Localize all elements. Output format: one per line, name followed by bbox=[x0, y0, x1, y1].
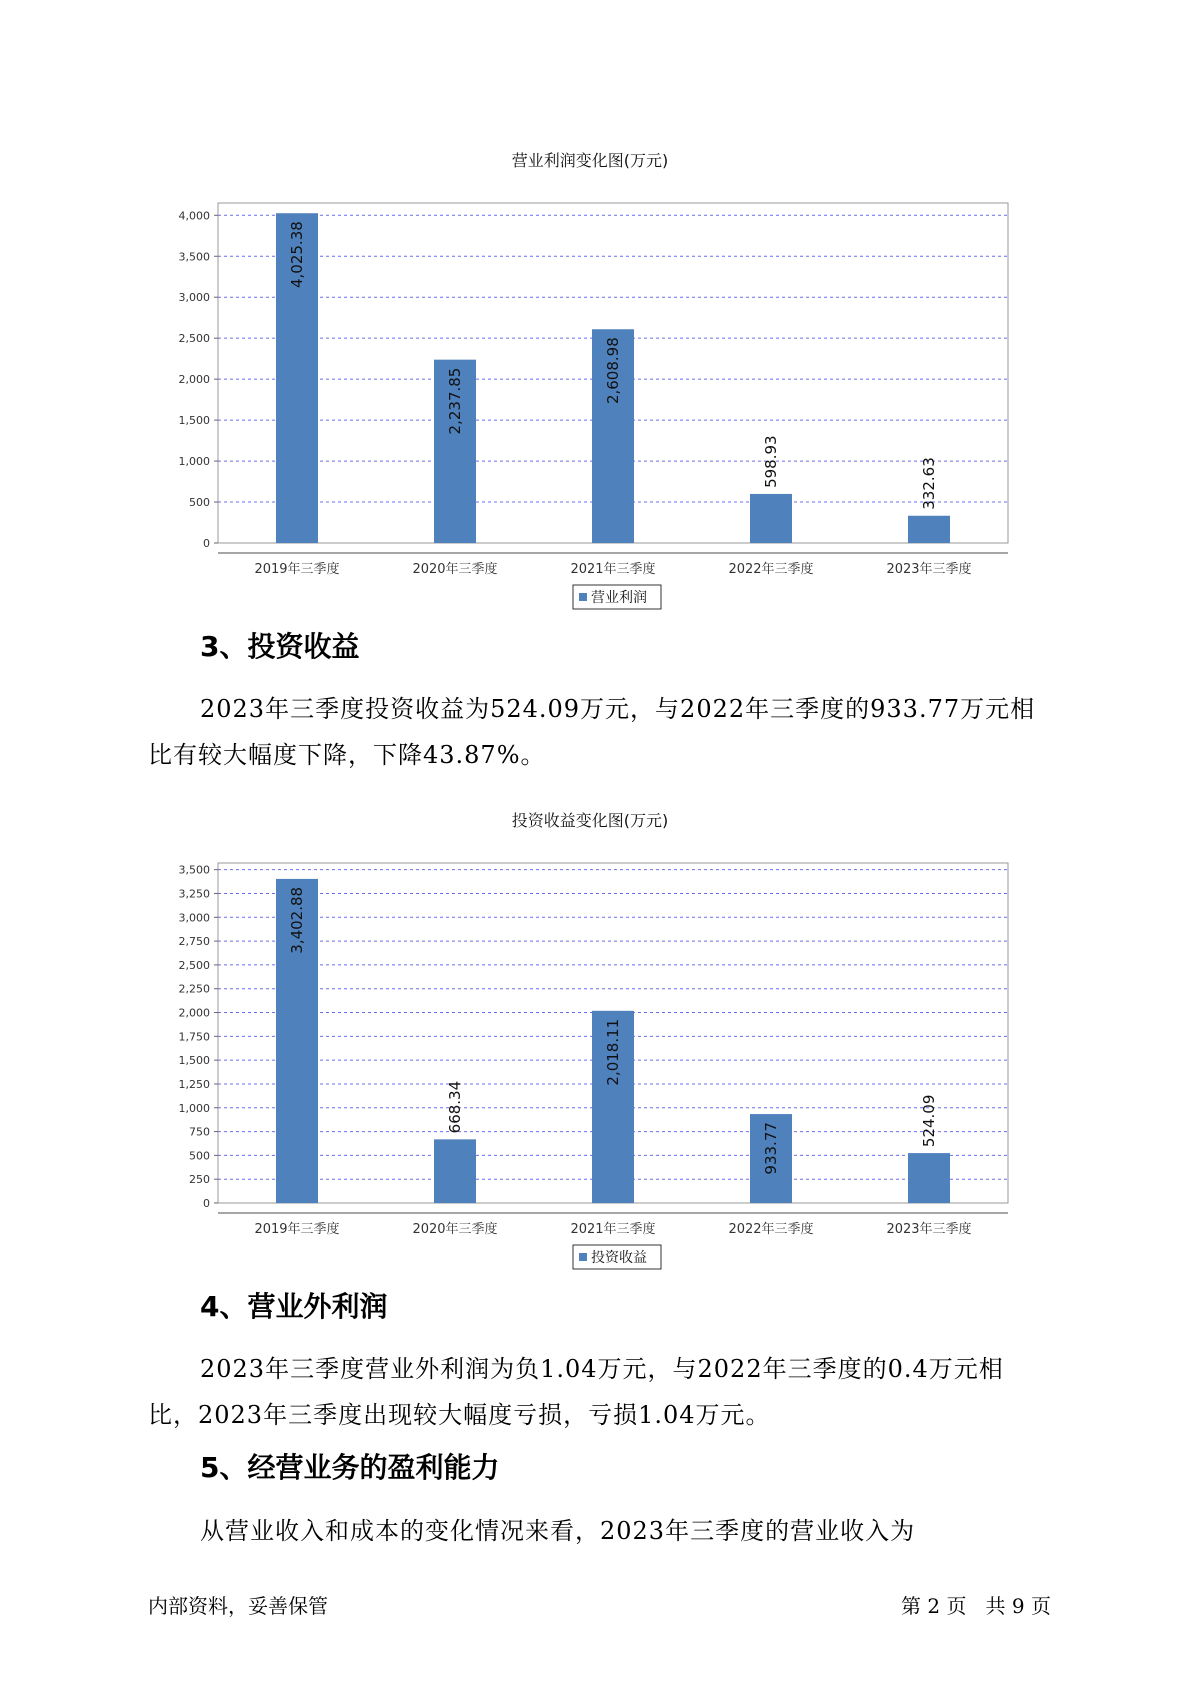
y-tick-label: 3,000 bbox=[178, 291, 210, 305]
bar-value-label: 4,025.38 bbox=[288, 221, 306, 289]
chart-title: 营业利润变化图(万元) bbox=[511, 151, 669, 170]
investment-income-chart-svg bbox=[150, 831, 1030, 1271]
y-tick-label: 2,250 bbox=[178, 982, 210, 996]
investment-income-chart bbox=[150, 808, 1030, 1275]
footer-page-number: 第 2 页 共 9 页 bbox=[901, 1594, 1051, 1618]
x-category-label: 2022年三季度 bbox=[728, 562, 814, 577]
x-category-label: 2020年三季度 bbox=[412, 1222, 498, 1237]
y-tick-label: 1,000 bbox=[178, 1101, 210, 1115]
legend bbox=[573, 1245, 661, 1269]
y-tick-label: 2,000 bbox=[178, 373, 210, 387]
legend-swatch bbox=[579, 1253, 587, 1261]
chart-title: 投资收益变化图(万元) bbox=[511, 811, 669, 830]
y-tick-label: 750 bbox=[189, 1125, 210, 1139]
legend-label: 营业利润 bbox=[591, 590, 647, 606]
y-tick-label: 3,500 bbox=[178, 250, 210, 264]
x-category-label: 2023年三季度 bbox=[886, 562, 972, 577]
bar-value-label: 933.77 bbox=[762, 1122, 780, 1175]
legend bbox=[573, 585, 661, 609]
bar-value-label: 524.09 bbox=[920, 1094, 938, 1148]
bar-value-label: 598.93 bbox=[762, 435, 780, 488]
section-4-heading: 4、营业外利润 bbox=[200, 1290, 388, 1323]
y-tick-label: 0 bbox=[203, 1197, 210, 1210]
y-tick-label: 1,250 bbox=[178, 1077, 210, 1091]
x-category-label: 2019年三季度 bbox=[254, 562, 340, 577]
section-3-text: 2023年三季度投资收益为524.09万元，与2022年三季度的933.77万元相比有较大幅度下降，下降43.87%。 bbox=[148, 695, 1036, 769]
y-tick-label: 3,500 bbox=[178, 863, 210, 877]
bar-value-label: 3,402.88 bbox=[288, 886, 306, 954]
section-5-paragraph bbox=[148, 1508, 1048, 1554]
y-tick-label: 1,750 bbox=[178, 1030, 210, 1044]
y-tick-label: 2,750 bbox=[178, 935, 210, 949]
y-tick-label: 2,000 bbox=[178, 1006, 210, 1020]
section-4-paragraph bbox=[148, 1346, 1048, 1438]
y-tick-label: 1,000 bbox=[178, 455, 210, 469]
bar bbox=[908, 1153, 950, 1203]
x-category-label: 2021年三季度 bbox=[570, 562, 656, 577]
x-category-label: 2019年三季度 bbox=[254, 1222, 340, 1237]
bar-value-label: 2,237.85 bbox=[446, 367, 464, 435]
x-category-label: 2020年三季度 bbox=[412, 562, 498, 577]
section-5-heading: 5、经营业务的盈利能力 bbox=[200, 1451, 500, 1484]
y-tick-label: 0 bbox=[203, 537, 210, 550]
y-tick-label: 2,500 bbox=[178, 332, 210, 346]
y-tick-label: 1,500 bbox=[178, 1054, 210, 1068]
legend-swatch bbox=[579, 593, 587, 601]
x-category-label: 2021年三季度 bbox=[570, 1222, 656, 1237]
y-tick-label: 1,500 bbox=[178, 414, 210, 428]
operating-profit-chart bbox=[150, 148, 1030, 615]
y-tick-label: 500 bbox=[189, 1149, 210, 1163]
y-tick-label: 2,500 bbox=[178, 958, 210, 972]
bar-value-label: 668.34 bbox=[446, 1080, 464, 1134]
bar-value-label: 2,018.11 bbox=[604, 1018, 622, 1086]
y-tick-label: 250 bbox=[189, 1173, 210, 1187]
section-3-paragraph bbox=[148, 686, 1048, 778]
section-5-text: 从营业收入和成本的变化情况来看，2023年三季度的营业收入为 bbox=[200, 1517, 916, 1545]
footer-confidential: 内部资料，妥善保管 bbox=[148, 1594, 328, 1618]
y-tick-label: 500 bbox=[189, 496, 210, 510]
x-category-label: 2022年三季度 bbox=[728, 1222, 814, 1237]
y-tick-label: 4,000 bbox=[178, 209, 210, 223]
bar bbox=[908, 516, 950, 543]
bar bbox=[750, 494, 792, 543]
section-3-heading: 3、投资收益 bbox=[200, 630, 360, 663]
section-4-text: 2023年三季度营业外利润为负1.04万元，与2022年三季度的0.4万元相比，2023年三季度出现较大幅度亏损，亏损1.04万元。 bbox=[148, 1355, 1004, 1429]
y-tick-label: 3,000 bbox=[178, 911, 210, 925]
x-category-label: 2023年三季度 bbox=[886, 1222, 972, 1237]
bar-value-label: 2,608.98 bbox=[604, 337, 622, 405]
legend-label: 投资收益 bbox=[591, 1250, 647, 1266]
bar bbox=[434, 1139, 476, 1203]
y-tick-label: 3,250 bbox=[178, 887, 210, 901]
operating-profit-chart-svg bbox=[150, 171, 1030, 611]
bar-value-label: 332.63 bbox=[920, 457, 938, 510]
